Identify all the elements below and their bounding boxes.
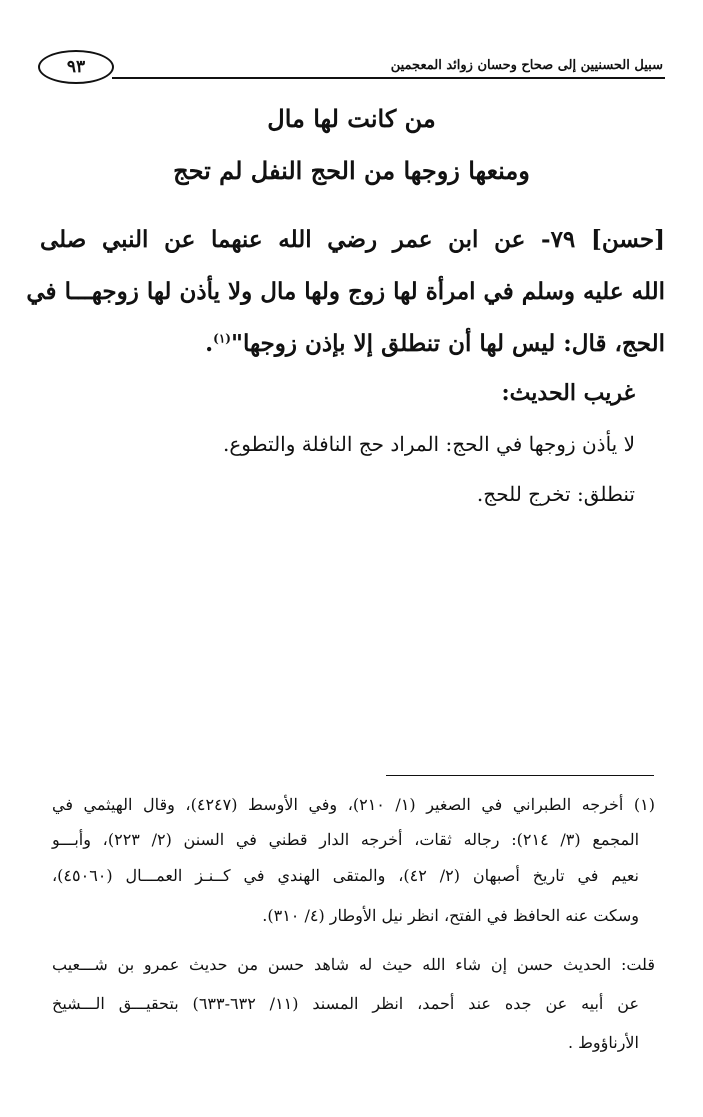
footnote-1-line-4: وسكت عنه الحافظ في الفتح، انظر نيل الأوطار (٤/ ٣١٠).: [262, 906, 639, 925]
hadith-line-3-text: الحج، قال: ليس لها أن تنطلق إلا بإذن زوجها": [230, 330, 665, 357]
chapter-title-line-2: ومنعها زوجها من الحج النفل لم تحج: [173, 156, 530, 185]
running-title: سبيل الحسنيين إلى صحاح وحسان زوائد المعجمين: [390, 58, 663, 73]
footnote-marker: (١): [213, 331, 231, 346]
hadith-line-1: [حسن] ٧٩- عن ابن عمر رضي الله عنهما عن النبي صلى: [40, 226, 665, 253]
footnote-1-line-3: نعيم في تاريخ أصبهان (٢/ ٤٢)، والمتقى الهندي في كــنـز العمـــال (٤٥٠٦٠)،: [52, 866, 639, 885]
gloss-item-2: تنطلق: تخرج للحج.: [476, 482, 635, 506]
footnote-rule: [386, 775, 654, 776]
gharib-heading: غريب الحديث:: [501, 380, 635, 406]
chapter-title-line-1: من كانت لها مال: [267, 104, 436, 133]
page-number-badge: ٩٣: [38, 50, 114, 84]
note-line-1: قلت: الحديث حسن إن شاء الله حيث له شاهد حسن من حديث عمرو بن شـــعيب: [52, 955, 655, 974]
note-line-3: الأرناؤوط .: [567, 1033, 639, 1052]
hadith-line-2: الله عليه وسلم في امرأة لها زوج ولها مال ولا يأذن لها زوجهـــا في: [26, 278, 665, 305]
hadith-line-3-end: .: [205, 330, 214, 357]
footnote-1-line-1: (١) أخرجه الطبراني في الصغير (١/ ٢١٠)، وفي الأوسط (٤٢٤٧)، وقال الهيثمي في: [52, 795, 655, 814]
footnote-1-line-2: المجمع (٣/ ٢١٤): رجاله ثقات، أخرجه الدار قطني في السنن (٢/ ٢٢٣)، وأبـــو: [52, 830, 640, 849]
gloss-item-1: لا يأذن زوجها في الحج: المراد حج النافلة والتطوع.: [223, 432, 635, 456]
header-rule: [112, 77, 665, 79]
hadith-line-3: [40, 330, 665, 357]
note-line-2: عن أبيه عن جده عند أحمد، انظر المسند (١١/ ٦٣٢-٦٣٣) بتحقيـــق الـــشيخ: [52, 994, 640, 1013]
